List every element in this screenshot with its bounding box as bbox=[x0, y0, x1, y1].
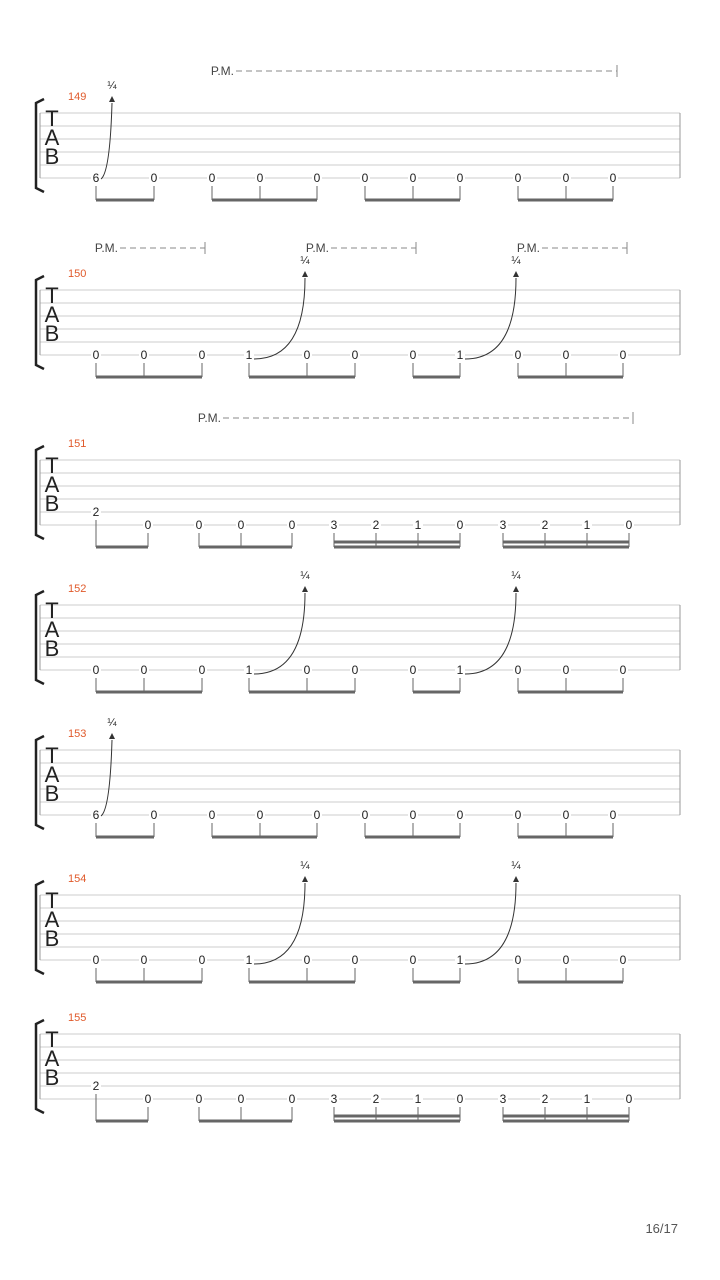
tab-clef-letter: B bbox=[44, 926, 60, 951]
fret-number: 0 bbox=[237, 518, 245, 532]
fret-number: 0 bbox=[409, 348, 417, 362]
fret-number: 0 bbox=[625, 1092, 633, 1106]
palm-mute-label: P.M. bbox=[94, 241, 118, 255]
fret-number: 0 bbox=[409, 808, 417, 822]
fret-number: 0 bbox=[351, 348, 359, 362]
fret-number: 0 bbox=[514, 808, 522, 822]
tab-clef-letter: T bbox=[45, 888, 59, 913]
fret-number: 6 bbox=[92, 171, 100, 185]
system-153 bbox=[36, 733, 680, 837]
bend-amount: ¼ bbox=[300, 255, 310, 267]
fret-number: 2 bbox=[541, 518, 549, 532]
palm-mute-label: P.M. bbox=[197, 411, 221, 425]
fret-number: 1 bbox=[456, 663, 464, 677]
bend-amount: ¼ bbox=[300, 570, 310, 582]
fret-number: 0 bbox=[256, 808, 264, 822]
tab-clef-letter: B bbox=[44, 781, 60, 806]
tab-clef-letter: B bbox=[44, 321, 60, 346]
measure-number: 149 bbox=[68, 91, 87, 103]
bend-arrowhead bbox=[302, 271, 308, 277]
fret-number: 1 bbox=[245, 663, 253, 677]
bend-curve bbox=[101, 103, 112, 179]
fret-number: 0 bbox=[351, 663, 359, 677]
fret-number: 0 bbox=[140, 953, 148, 967]
fret-number: 2 bbox=[92, 1079, 100, 1093]
fret-number: 0 bbox=[456, 808, 464, 822]
bend-arrowhead bbox=[513, 586, 519, 592]
fret-number: 0 bbox=[619, 663, 627, 677]
tab-clef-letter: T bbox=[45, 453, 59, 478]
fret-number: 0 bbox=[456, 171, 464, 185]
fret-number: 3 bbox=[499, 518, 507, 532]
fret-number: 0 bbox=[198, 348, 206, 362]
fret-number: 3 bbox=[499, 1092, 507, 1106]
tab-clef-letter: B bbox=[44, 1065, 60, 1090]
palm-mute-label: P.M. bbox=[210, 64, 234, 78]
fret-number: 0 bbox=[409, 663, 417, 677]
bend-amount: ¼ bbox=[511, 860, 521, 872]
fret-number: 0 bbox=[313, 808, 321, 822]
fret-number: 0 bbox=[198, 953, 206, 967]
tab-clef-letter: T bbox=[45, 1027, 59, 1052]
fret-number: 0 bbox=[562, 953, 570, 967]
tab-clef-letter: A bbox=[44, 1046, 60, 1071]
fret-number: 0 bbox=[288, 518, 296, 532]
fret-number: 0 bbox=[456, 1092, 464, 1106]
fret-number: 0 bbox=[150, 808, 158, 822]
fret-number: 0 bbox=[609, 808, 617, 822]
fret-number: 2 bbox=[372, 518, 380, 532]
tab-clef-letter: A bbox=[44, 907, 60, 932]
fret-number: 0 bbox=[562, 171, 570, 185]
tab-clef-letter: B bbox=[44, 636, 60, 661]
fret-number: 0 bbox=[198, 663, 206, 677]
fret-number: 1 bbox=[583, 518, 591, 532]
bend-amount: ¼ bbox=[300, 860, 310, 872]
fret-number: 0 bbox=[256, 171, 264, 185]
tab-clef-letter: A bbox=[44, 617, 60, 642]
tab-clef-letter: T bbox=[45, 743, 59, 768]
tab-clef-letter: B bbox=[44, 144, 60, 169]
fret-number: 0 bbox=[144, 1092, 152, 1106]
bend-arrowhead bbox=[302, 586, 308, 592]
bend-arrowhead bbox=[109, 733, 115, 739]
bend-arrowhead bbox=[302, 876, 308, 882]
measure-number: 155 bbox=[68, 1012, 87, 1024]
tab-clef-letter: A bbox=[44, 302, 60, 327]
fret-number: 0 bbox=[619, 953, 627, 967]
fret-number: 0 bbox=[303, 663, 311, 677]
measure-number: 151 bbox=[68, 438, 87, 450]
fret-number: 1 bbox=[245, 348, 253, 362]
fret-number: 0 bbox=[144, 518, 152, 532]
fret-number: 0 bbox=[609, 171, 617, 185]
fret-number: 0 bbox=[514, 348, 522, 362]
palm-mute-label: P.M. bbox=[516, 241, 540, 255]
fret-number: 0 bbox=[514, 663, 522, 677]
fret-number: 2 bbox=[541, 1092, 549, 1106]
fret-number: 0 bbox=[313, 171, 321, 185]
fret-number: 0 bbox=[237, 1092, 245, 1106]
fret-number: 0 bbox=[351, 953, 359, 967]
fret-number: 1 bbox=[414, 518, 422, 532]
fret-number: 1 bbox=[583, 1092, 591, 1106]
fret-number: 3 bbox=[330, 518, 338, 532]
tab-clef-letter: T bbox=[45, 598, 59, 623]
fret-number: 0 bbox=[514, 171, 522, 185]
fret-number: 0 bbox=[303, 348, 311, 362]
bend-arrowhead bbox=[513, 271, 519, 277]
fret-number: 0 bbox=[514, 953, 522, 967]
tab-clef-letter: A bbox=[44, 762, 60, 787]
fret-number: 2 bbox=[372, 1092, 380, 1106]
bend-amount: ¼ bbox=[511, 255, 521, 267]
fret-number: 0 bbox=[150, 171, 158, 185]
fret-number: 0 bbox=[562, 663, 570, 677]
fret-number: 1 bbox=[456, 953, 464, 967]
measure-number: 154 bbox=[68, 873, 87, 885]
bend-arrowhead bbox=[513, 876, 519, 882]
fret-number: 0 bbox=[409, 171, 417, 185]
fret-number: 0 bbox=[92, 953, 100, 967]
bend-amount: ¼ bbox=[511, 570, 521, 582]
fret-number: 0 bbox=[140, 663, 148, 677]
tab-clef-letter: A bbox=[44, 125, 60, 150]
fret-number: 3 bbox=[330, 1092, 338, 1106]
fret-number: 0 bbox=[208, 171, 216, 185]
fret-number: 0 bbox=[195, 518, 203, 532]
fret-number: 0 bbox=[456, 518, 464, 532]
measure-number: 150 bbox=[68, 268, 87, 280]
tab-clef-letter: T bbox=[45, 106, 59, 131]
fret-number: 0 bbox=[619, 348, 627, 362]
bend-amount: ¼ bbox=[107, 80, 117, 92]
fret-number: 0 bbox=[361, 171, 369, 185]
page-number: 16/17 bbox=[645, 1221, 678, 1236]
fret-number: 0 bbox=[625, 518, 633, 532]
fret-number: 0 bbox=[303, 953, 311, 967]
fret-number: 0 bbox=[92, 348, 100, 362]
palm-mute-label: P.M. bbox=[305, 241, 329, 255]
fret-number: 0 bbox=[361, 808, 369, 822]
fret-number: 1 bbox=[456, 348, 464, 362]
fret-number: 0 bbox=[140, 348, 148, 362]
bend-arrowhead bbox=[109, 96, 115, 102]
tab-clef-letter: B bbox=[44, 491, 60, 516]
fret-number: 0 bbox=[562, 808, 570, 822]
tab-clef-letter: T bbox=[45, 283, 59, 308]
measure-number: 153 bbox=[68, 728, 87, 740]
system-149 bbox=[36, 65, 680, 200]
fret-number: 0 bbox=[208, 808, 216, 822]
fret-number: 0 bbox=[562, 348, 570, 362]
bend-amount: ¼ bbox=[107, 717, 117, 729]
fret-number: 0 bbox=[409, 953, 417, 967]
bend-curve bbox=[101, 740, 112, 816]
fret-number: 0 bbox=[92, 663, 100, 677]
fret-number: 0 bbox=[288, 1092, 296, 1106]
fret-number: 2 bbox=[92, 505, 100, 519]
tab-clef-letter: A bbox=[44, 472, 60, 497]
fret-number: 0 bbox=[195, 1092, 203, 1106]
fret-number: 1 bbox=[245, 953, 253, 967]
fret-number: 1 bbox=[414, 1092, 422, 1106]
measure-number: 152 bbox=[68, 583, 87, 595]
fret-number: 6 bbox=[92, 808, 100, 822]
